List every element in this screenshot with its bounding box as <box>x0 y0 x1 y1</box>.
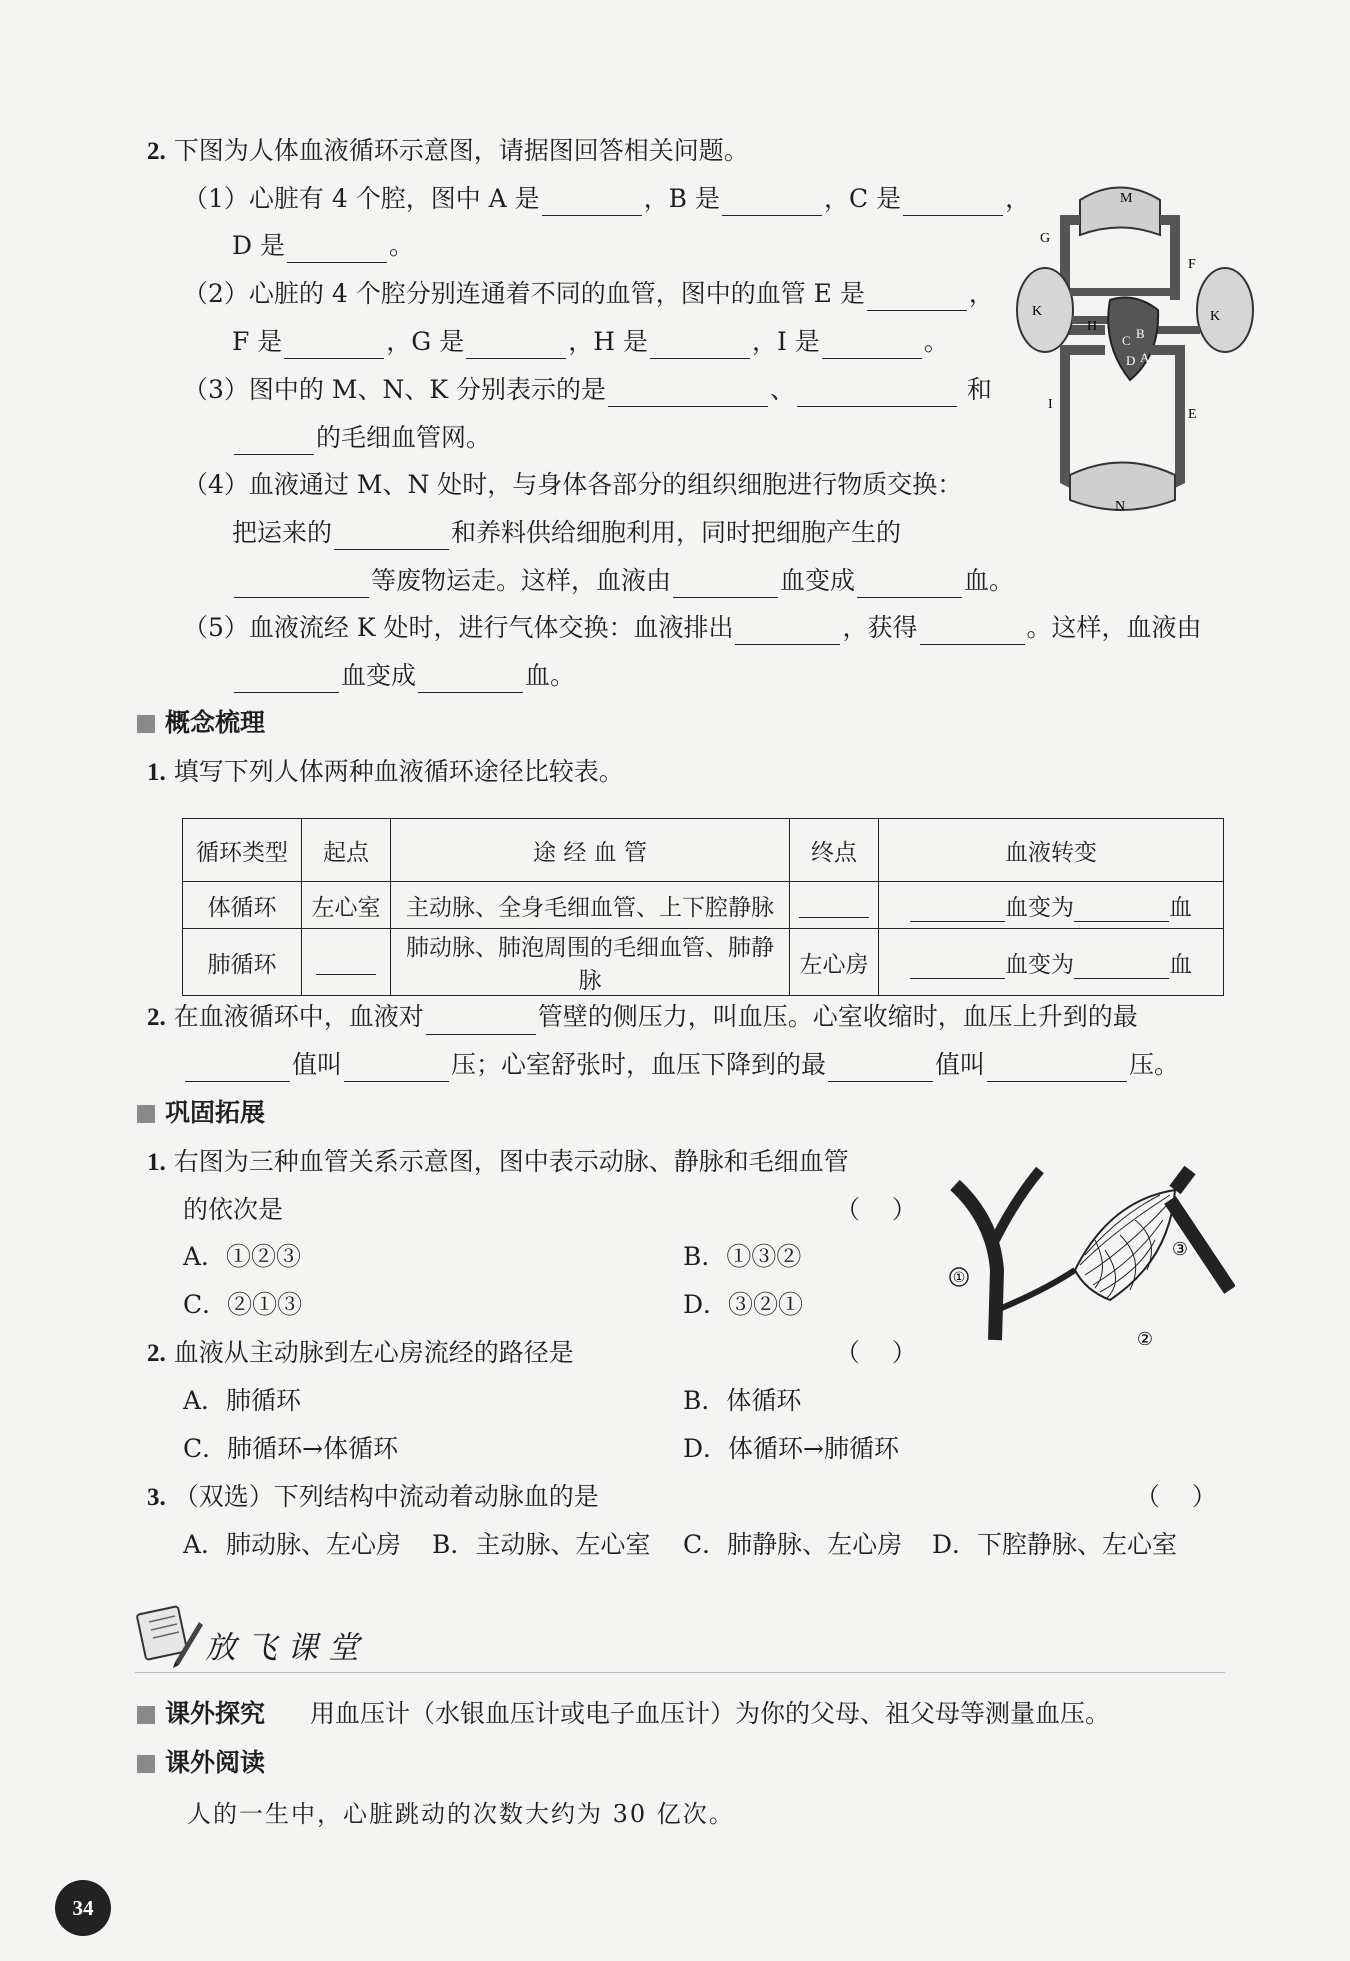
table-cell: 主动脉、全身毛细血管、上下腔静脉 <box>391 882 790 929</box>
ext-q3-option-a[interactable]: A．肺动脉、左心房 <box>183 1530 402 1559</box>
answer-parenthesis[interactable]: （ ） <box>835 1338 917 1367</box>
ext-q2: 2. 血液从主动脉到左心房流经的路径是 <box>147 1338 574 1367</box>
table-cell: 血变为 血 <box>879 882 1224 929</box>
table-row <box>183 882 1224 929</box>
answer-blank[interactable] <box>987 1055 1127 1082</box>
table-cell-blank[interactable] <box>790 882 879 929</box>
answer-blank[interactable] <box>797 380 957 407</box>
answer-blank[interactable] <box>344 1055 449 1082</box>
inquiry-text: 用血压计（水银血压计或电子血压计）为你的父母、祖父母等测量血压。 <box>310 1699 1111 1728</box>
q2-part3-line2: 的毛细血管网。 <box>232 421 491 455</box>
section-extracurricular-reading: 课外阅读 <box>137 1747 265 1779</box>
ext-q2-option-a[interactable]: A．肺循环 <box>183 1386 302 1415</box>
q2-part1-line1: （1）心脏有 4 个腔，图中 A 是 ，B 是 ，C 是 ， <box>183 182 1030 216</box>
table-header-row <box>183 819 1224 882</box>
ext-q3-option-d[interactable]: D．下腔静脉、左心室 <box>932 1530 1178 1559</box>
table-cell-blank[interactable] <box>302 929 391 996</box>
ext-q1-line1: 1. 右图为三种血管关系示意图，图中表示动脉、静脉和毛细血管 <box>147 1147 849 1176</box>
answer-blank[interactable] <box>920 618 1025 645</box>
ext-q2-option-d[interactable]: D．体循环→肺循环 <box>683 1434 899 1463</box>
diagram-label-n: N <box>1115 499 1126 514</box>
answer-parenthesis[interactable]: （ ） <box>835 1195 917 1224</box>
ext-q1-line2: 的依次是 <box>183 1195 284 1224</box>
ext-q2-option-c[interactable]: C．肺循环→体循环 <box>183 1434 399 1463</box>
reading-text: 人的一生中，心脏跳动的次数大约为 30 亿次。 <box>187 1800 735 1828</box>
answer-blank[interactable] <box>799 895 869 918</box>
diagram-label-f: F <box>1188 257 1196 272</box>
answer-blank[interactable] <box>287 236 387 263</box>
page-number: 34 <box>55 1880 111 1936</box>
diagram-label-e: E <box>1188 407 1197 422</box>
diagram-label-i: I <box>1048 397 1053 412</box>
answer-blank[interactable] <box>234 428 314 455</box>
q2-title: 2. 下图为人体血液循环示意图，请据图回答相关问题。 <box>147 136 749 165</box>
ext-q2-option-b[interactable]: B．体循环 <box>683 1386 802 1415</box>
section-marker-icon <box>137 1755 155 1773</box>
diagram-label-d: D <box>1126 353 1136 368</box>
table-header: 血液转变 <box>879 819 1224 882</box>
section-extracurricular-inquiry: 课外探究 <box>137 1698 265 1730</box>
q2-part1-line2: D 是 。 <box>232 229 414 263</box>
circulation-diagram <box>1010 180 1260 520</box>
q2-part4-line1: （4）血液通过 M、N 处时，与身体各部分的组织细胞进行物质交换： <box>183 470 963 499</box>
q2-part2-line2: F 是 ，G 是 ，H 是 ，I 是 。 <box>232 325 949 359</box>
answer-blank[interactable] <box>234 666 339 693</box>
notebook-pencil-icon <box>135 1600 205 1670</box>
diagram-label-h: H <box>1087 319 1098 334</box>
table-cell: 左心室 <box>302 882 391 929</box>
diagram-label-a: A <box>1140 350 1150 365</box>
table-header: 终点 <box>790 819 879 882</box>
divider <box>135 1672 1225 1673</box>
answer-blank[interactable] <box>828 1055 933 1082</box>
table-header: 循环类型 <box>183 819 302 882</box>
ext-q1-option-a[interactable]: A．①②③ <box>183 1242 302 1271</box>
q2-part5-line2: 血变成 血。 <box>232 659 575 693</box>
vessel-label-2: ② <box>1136 1329 1154 1345</box>
answer-blank[interactable] <box>608 380 768 407</box>
ext-q1-option-d[interactable]: D．③②① <box>683 1290 804 1319</box>
table-cell: 肺动脉、肺泡周围的毛细血管、肺静脉 <box>391 929 790 996</box>
answer-blank[interactable] <box>903 189 1003 216</box>
answer-blank[interactable] <box>735 618 840 645</box>
ext-q3-option-c[interactable]: C．肺静脉、左心房 <box>683 1530 903 1559</box>
ext-q3: 3. （双选）下列结构中流动着动脉血的是 <box>147 1482 599 1511</box>
answer-blank[interactable] <box>822 332 922 359</box>
table-cell: 左心房 <box>790 929 879 996</box>
diagram-label-k-right: K <box>1210 309 1221 324</box>
table-cell: 血变为 血 <box>879 929 1224 996</box>
section-marker-icon <box>137 1105 155 1123</box>
answer-blank[interactable] <box>316 952 376 975</box>
diagram-label-k-left: K <box>1032 304 1043 319</box>
arteriole <box>997 1270 1075 1310</box>
answer-blank[interactable] <box>234 571 369 598</box>
answer-blank[interactable] <box>910 899 1005 922</box>
answer-blank[interactable] <box>426 1008 536 1035</box>
section-marker-icon <box>137 715 155 733</box>
answer-blank[interactable] <box>284 332 384 359</box>
diagram-label-m: M <box>1120 191 1133 206</box>
vein <box>1170 1170 1230 1290</box>
answer-blank[interactable] <box>910 956 1005 979</box>
answer-blank[interactable] <box>673 571 778 598</box>
table-row <box>183 929 1224 996</box>
q2-part4-line3: 等废物运走。这样，血液由 血变成 血。 <box>232 564 1014 598</box>
answer-blank[interactable] <box>867 284 967 311</box>
concept-q2-line2: 值叫 压；心室舒张时，血压下降到的最 值叫 压。 <box>183 1048 1179 1082</box>
ext-q1-option-b[interactable]: B．①③② <box>683 1242 802 1271</box>
artery-trunk <box>952 1185 997 1340</box>
lung-right <box>1197 268 1253 352</box>
answer-blank[interactable] <box>1074 899 1169 922</box>
circulation-comparison-table <box>182 818 1224 996</box>
answer-blank[interactable] <box>1074 956 1169 979</box>
section-consolidation: 巩固拓展 <box>137 1097 265 1129</box>
answer-blank[interactable] <box>650 332 750 359</box>
ext-q3-option-b[interactable]: B．主动脉、左心室 <box>432 1530 651 1559</box>
section-marker-icon <box>137 1706 155 1724</box>
q2-part3-line1: （3）图中的 M、N、K 分别表示的是 、 和 <box>183 373 992 407</box>
answer-blank[interactable] <box>418 666 523 693</box>
table-cell: 肺循环 <box>183 929 302 996</box>
answer-blank[interactable] <box>466 332 566 359</box>
table-header: 起点 <box>302 819 391 882</box>
concept-q2-line1: 2. 在血液循环中，血液对 管壁的侧压力，叫血压。心室收缩时，血压上升到的最 <box>147 1000 1138 1035</box>
answer-blank[interactable] <box>857 571 962 598</box>
answer-parenthesis[interactable]: （ ） <box>1135 1482 1217 1511</box>
section-concept-review: 概念梳理 <box>137 707 265 739</box>
answer-blank[interactable] <box>334 523 449 550</box>
diagram-label-g: G <box>1040 231 1051 246</box>
table-header: 途 经 血 管 <box>391 819 790 882</box>
q2-part2-line1: （2）心脏的 4 个腔分别连通着不同的血管，图中的血管 E 是 ， <box>183 277 994 311</box>
ext-q1-option-c[interactable]: C．②①③ <box>183 1290 303 1319</box>
q2-part4-line2: 把运来的 和养料供给细胞利用，同时把细胞产生的 <box>232 516 901 550</box>
diagram-label-c: C <box>1122 333 1131 348</box>
concept-q1: 1. 填写下列人体两种血液循环途径比较表。 <box>147 757 624 786</box>
diagram-label-b: B <box>1136 326 1145 341</box>
artery-branch <box>995 1170 1040 1240</box>
answer-blank[interactable] <box>542 189 642 216</box>
fly-classroom-title: 放飞课堂 <box>205 1630 369 1666</box>
table-cell: 体循环 <box>183 882 302 929</box>
vessel-label-1: ① <box>952 1270 966 1286</box>
answer-blank[interactable] <box>722 189 822 216</box>
q2-part5-line1: （5）血液流经 K 处时，进行气体交换：血液排出 ，获得 。这样，血液由 <box>183 611 1202 645</box>
lung-left <box>1017 268 1073 352</box>
answer-blank[interactable] <box>185 1055 290 1082</box>
vessel-label-3: ③ <box>1171 1239 1189 1260</box>
blood-vessel-diagram <box>935 1160 1235 1345</box>
